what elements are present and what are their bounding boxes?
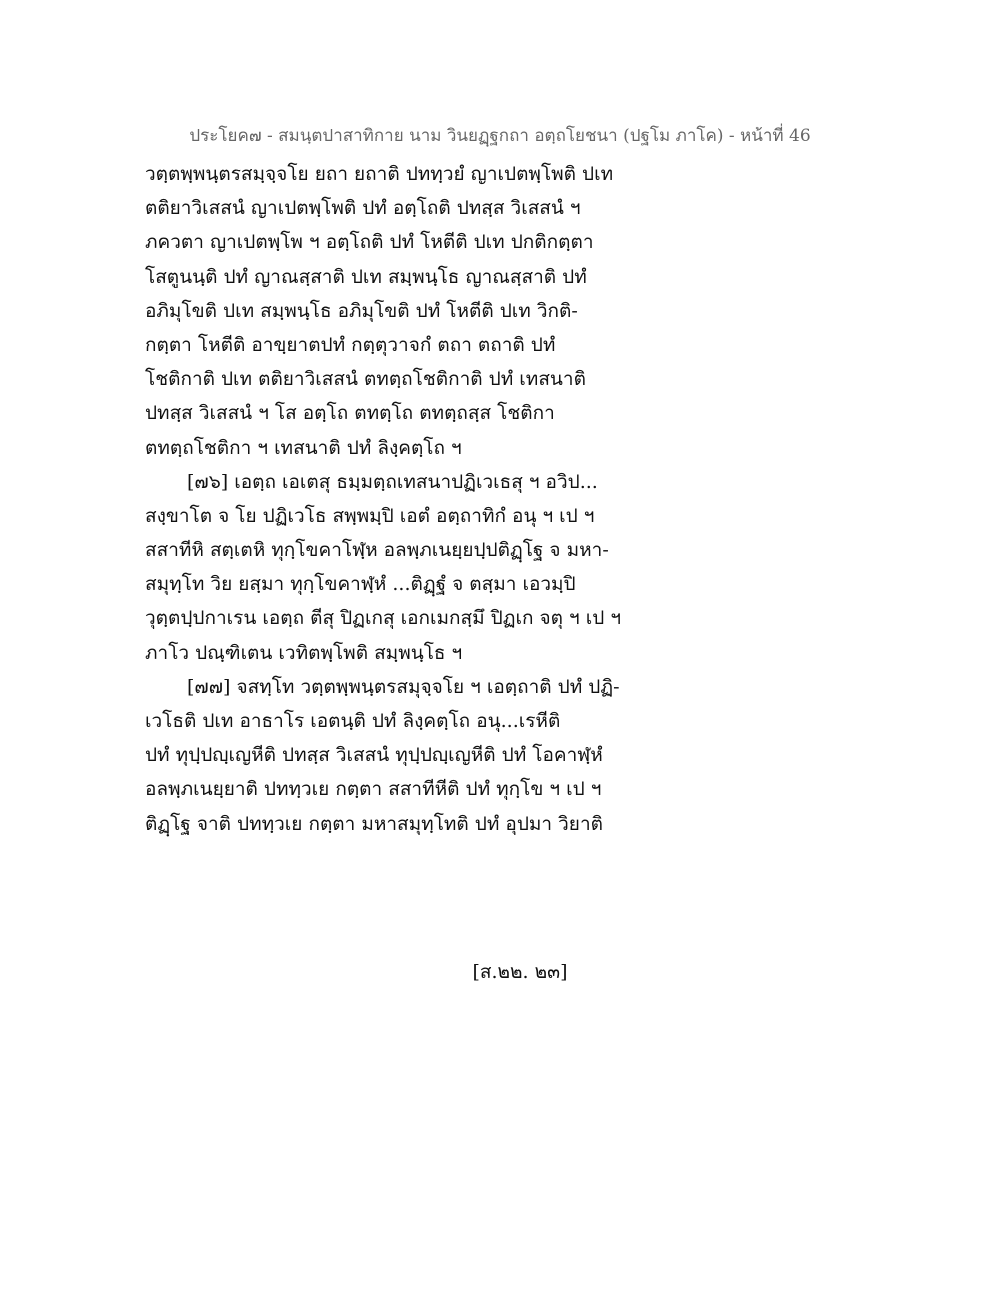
page-header: ประโยค๗ - สมนฺตปาสาทิกาย นาม วินยฏฺฐกถา อตฺถโยชนา (ปฐโม ภาโค) - หน้าที่ 46: [189, 126, 811, 146]
text-line-9: ตทตฺถโชติกา ฯ เทสนาติ ปทํ ลิงฺคตฺโถ ฯ: [145, 436, 462, 459]
paragraph-77-start: [๗๗] จสทฺโท วตฺตพฺพนฺตรสมุจฺจโย ฯ เอตฺถาติ ปทํ ปฏิ-: [187, 675, 620, 698]
page-reference: [ส.๒๒. ๒๓]: [472, 961, 568, 983]
text-line-18: ปทํ ทุปฺปญฺเญหีติ ปทสฺส วิเสสนํ ทุปฺปญฺเญหีติ ปทํ โอคาฬฺหํ: [145, 744, 603, 767]
text-line-12: สสาทีหิ สตฺเตหิ ทุกฺโขคาโฬฺห อลพฺภเนยฺยปฺปติฏฺโฐ จ มหา-: [145, 539, 609, 562]
text-line-14: วุตฺตปฺปกาเรน เอตฺถ ตีสุ ปิฏเกสุ เอกเมกสฺมึ ปิฏเก จตุ ฯ เป ฯ: [145, 607, 622, 630]
text-line-8: ปทสฺส วิเสสนํ ฯ โส อตฺโถ ตทตฺโถ ตทตฺถสฺส โชติกา: [145, 402, 555, 425]
text-line-13: สมุทฺโท วิย ยสฺมา ทุกฺโขคาฬฺหํ ...ติฏฺฐํ จ ตสฺมา เอวมฺปิ: [145, 573, 576, 596]
text-line-17: เวโธติ ปเท อาธาโร เอตนฺติ ปทํ ลิงฺคตฺโถ อนุ...เรหีติ: [145, 710, 561, 732]
text-line-19: อลพฺภเนยฺยาติ ปททฺวเย กตฺตา สสาทีหีติ ปทํ ทุกฺโข ฯ เป ฯ: [145, 778, 602, 801]
text-line-6: กตฺตา โหตีติ อาขฺยาตปทํ กตฺตุวาจกํ ตถา ตถาติ ปทํ: [145, 333, 556, 356]
text-line-5: อภิมุโขติ ปเท สมฺพนฺโธ อภิมุโขติ ปทํ โหตีติ ปเท วิกติ-: [145, 299, 578, 322]
text-line-20: ติฏฺโฐ จาติ ปททฺวเย กตฺตา มหาสมุทฺโทติ ปทํ อุปมา วิยาติ: [145, 812, 603, 835]
text-line-11: สงฺขาโต จ โย ปฏิเวโธ สพฺพมฺปิ เอตํ อตฺถาทิกํ อนุ ฯ เป ฯ: [145, 504, 595, 527]
paragraph-76-start: [๗๖] เอตฺถ เอเตสุ ธมฺมตฺถเทสนาปฏิเวเธสุ ฯ อวิป...: [187, 470, 598, 493]
text-line-3: ภควตา ญาเปตพฺโพ ฯ อตฺโถติ ปทํ โหตีติ ปเท ปกติกตฺตา: [145, 231, 594, 254]
text-line-4: โสตูนนฺติ ปทํ ญาณสฺสาติ ปเท สมฺพนฺโธ ญาณสฺสาติ ปทํ: [145, 265, 587, 288]
text-line-1: วตฺตพฺพนฺตรสมฺจฺจโย ยถา ยถาติ ปททฺวยํ ญาเปตพฺโพติ ปเท: [145, 163, 614, 185]
text-line-15: ภาโว ปณฺฑิเตน เวทิตพฺโพติ สมฺพนฺโธ ฯ: [145, 641, 463, 664]
text-line-7: โชติกาติ ปเท ตติยาวิเสสนํ ตทตฺถโชติกาติ ปทํ เทสนาติ: [145, 368, 586, 391]
body-text: [145, 157, 622, 841]
text-line-2: ตติยาวิเสสนํ ญาเปตพฺโพติ ปทํ อตฺโถติ ปทสฺส วิเสสนํ ฯ: [145, 197, 581, 220]
